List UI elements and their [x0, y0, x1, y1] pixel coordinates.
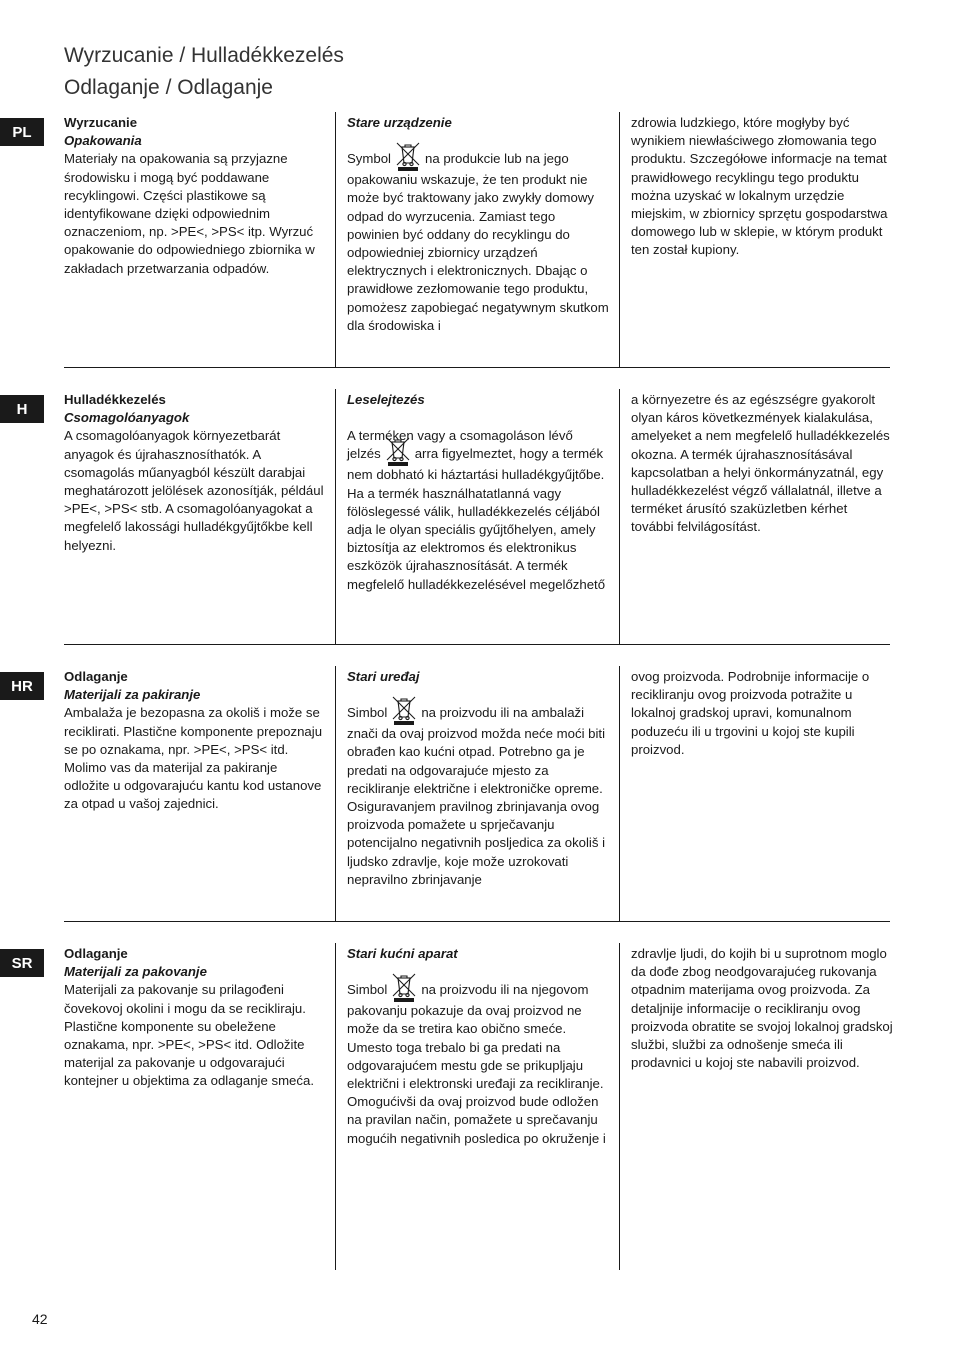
old-appliance-text [347, 704, 609, 889]
old-appliance-text [347, 427, 609, 594]
old-appliance-subtitle: Stare urządzenie [347, 115, 452, 130]
crossed-out-wheelie-bin-icon [391, 972, 417, 1002]
old-appliance-text-lead: Simbol [347, 705, 388, 721]
language-section [0, 943, 954, 1270]
language-code: PL [12, 123, 32, 141]
old-appliance-text-lead: A terméken vagy a csomagoláson lévő jelzés [347, 428, 573, 462]
continuation-column [631, 391, 893, 537]
page-title-line-2: Odlaganje / Odlaganje [64, 76, 273, 99]
section-separator [64, 367, 890, 368]
column-divider [619, 112, 620, 367]
old-appliance-text [347, 981, 609, 1148]
column-divider [619, 943, 620, 1270]
old-appliance-text-body: arra figyelmeztet, hogy a termék nem dobható ki háztartási hulladékgyűjtőbe. Ha a termék használhatatlanná vagy fölöslegessé válik, hulladékkezelés céljából adja le olyan speciális gyűjtőhelyen, amely biztosítja az elektromos és elektronikus eszközök újrahasznosítását. A termék megfelelő hulladékkezelésével megelőzhető [347, 446, 606, 592]
old-appliance-text-body: na proizvodu ili na ambalaži znači da ovaj proizvod možda neće moći biti obrađen kao kućni otpad. Potrebno ga je predati na odgovarajuće mjesto za recikliranje električne i elektroničke opreme. Osiguravanjem pravilnog zbrinjavanja ovog proizvoda pomažete u sprječavanju potencijalno negativnih posljedica za okoliš i ljudsko zdravlje, koje može uzrokovati nepravilno zbrinjavanje [347, 705, 606, 887]
continuation-column [631, 945, 893, 1072]
language-section [0, 389, 954, 644]
section-subtitle: Opakowania [64, 133, 142, 149]
language-tab [0, 395, 44, 423]
column-divider [335, 943, 336, 1270]
crossed-out-wheelie-bin-icon [385, 436, 411, 466]
old-appliance-text-lead: Simbol [347, 982, 388, 998]
language-tab [0, 118, 44, 146]
packaging-column [64, 391, 326, 555]
column-divider [619, 666, 620, 921]
packaging-column [64, 945, 326, 1091]
section-separator [64, 921, 890, 922]
packaging-text: Materiały na opakowania są przyjazne środowisku i mogą być poddawane recyklingowi. Części plastikowe są identyfikowane dzięki odpowiednim oznaczeniom, np. >PE<, >PS< itp. Wyrzuć opakowanie do odpowiedniego zbiornika w zakładach przetwarzania odpadów. [64, 151, 315, 276]
continuation-text: a környezetre és az egészségre gyakorolt olyan káros következmények kialakulása, amelyeket a nem megfelelő hulladékkezelés okozna. A termék újrahasznosításával kapcsolatban a helyi önkormányzatnál, egy hulladékkezelést végző vállalatnál, illetve a terméket árusító szaküzletben kérhet további felvilágosítást. [631, 392, 890, 535]
column-divider [335, 666, 336, 921]
old-appliance-column [347, 114, 609, 335]
continuation-column [631, 668, 893, 759]
old-appliance-text-body: na proizvodu ili na njegovom pakovanju pokazuje da ovaj proizvod ne može da se tretira kao obično smeće. Umesto toga trebalo bi ga predati na odgovarajućem mestu gde se prikupljaju električni i elektronski uređaji za recikliranje. Omogućivši da ovaj proizvod bude odložen na pravilan način, pomažete u sprečavanju mogućih negativnih posledica po okruženje i [347, 982, 606, 1146]
language-code: H [16, 400, 28, 418]
old-appliance-subtitle: Stari uređaj [347, 669, 420, 684]
column-divider [335, 389, 336, 644]
section-subtitle: Csomagolóanyagok [64, 410, 190, 426]
page-title-line-1: Wyrzucanie / Hulladékkezelés [64, 44, 344, 67]
packaging-column [64, 668, 326, 814]
column-divider [335, 112, 336, 367]
packaging-text: Materijali za pakovanje su prilagođeni čovekovoj okolini i mogu da se recikliraju. Plastične komponente su obeležene oznakama, npr. >PE<, >PS< itd. Odložite materijal za pakovanje u odgovarajući kontejner u objektima za odlaganje smeća. [64, 982, 314, 1089]
language-tab [0, 672, 44, 700]
packaging-text: Ambalaža je bezopasna za okoliš i može se reciklirati. Plastične komponente prepoznaju se po oznakama, npr. >PE<, >PS< itd. Molimo vas da materijal za pakiranje odložite u odgovarajuću kantu kod ustanove za otpad u vašoj zajednici. [64, 705, 323, 812]
old-appliance-column [347, 668, 609, 889]
page-number: 42 [32, 1311, 48, 1327]
section-separator [64, 644, 890, 645]
crossed-out-wheelie-bin-icon [391, 695, 417, 725]
section-subtitle: Materijali za pakiranje [64, 687, 201, 703]
old-appliance-text-lead: Symbol [347, 151, 391, 167]
continuation-column [631, 114, 893, 260]
old-appliance-text [347, 150, 609, 335]
packaging-column [64, 114, 326, 278]
section-title: Odlaganje [64, 669, 128, 684]
language-code: SR [11, 954, 33, 972]
section-title: Hulladékkezelés [64, 392, 166, 407]
language-section [0, 112, 954, 367]
continuation-text: zdravlje ljudi, do kojih bi u suprotnom moglo da dođe zbog neodgovarajućeg rukovanja otpadnim materijama ovog proizvoda. Za detaljnije informacije o recikliranju ovog proizvoda obratite se svojoj lokalnoj gradskoj službi, službi za odnošenje smeća ili prodavnici u kojoj ste nabavili proizvod. [631, 946, 893, 1071]
section-title: Odlaganje [64, 946, 128, 961]
old-appliance-column [347, 945, 609, 1148]
old-appliance-subtitle: Leselejtezés [347, 392, 425, 407]
language-code: HR [11, 677, 33, 695]
language-section [0, 666, 954, 921]
continuation-text: zdrowia ludzkiego, które mogłyby być wynikiem niewłaściwego złomowania tego produktu. Szczegółowe informacje na temat prawidłowego recyklingu tego produktu można uzyskać w lokalnym urzędzie miejskim, w zbiornicy sprzętu gospodarstwa domowego lub w sklepie, w którym produkt ten został kupiony. [631, 115, 888, 258]
language-tab [0, 949, 44, 977]
section-title: Wyrzucanie [64, 115, 138, 130]
page-header [64, 40, 344, 104]
continuation-text: ovog proizvoda. Podrobnije informacije o recikliranju ovog proizvoda potražite u lokalnoj gradskoj upravi, komunalnom poduzeću ili u trgovini u kojoj ste kupili proizvod. [631, 669, 870, 757]
old-appliance-column [347, 391, 609, 594]
section-subtitle: Materijali za pakovanje [64, 964, 207, 980]
packaging-text: A csomagolóanyagok környezetbarát anyagok és újrahasznosíthatók. A csomagolás műanyagból készült darabjai meghatározott jelölések azonosítják, például >PE<, >PS< stb. A csomagolóanyagokat a megfelelő lakossági hulladékgyűjtőkbe kell helyezni. [64, 428, 324, 553]
crossed-out-wheelie-bin-icon [395, 141, 421, 171]
column-divider [619, 389, 620, 644]
old-appliance-text-body: na produkcie lub na jego opakowaniu wskazuje, że ten produkt nie może być traktowany jako zwykły domowy odpad do wyrzucenia. Zamiast tego powinien być oddany do recyklingu do odpowiedniej zbiornicy urządzeń elektrycznych i elektronicznych. Dbając o prawidłowe zezłomowanie tego produktu, pomożesz zapobiegać negatywnym skutkom dla środowiska i [347, 151, 609, 333]
old-appliance-subtitle: Stari kućni aparat [347, 946, 458, 961]
